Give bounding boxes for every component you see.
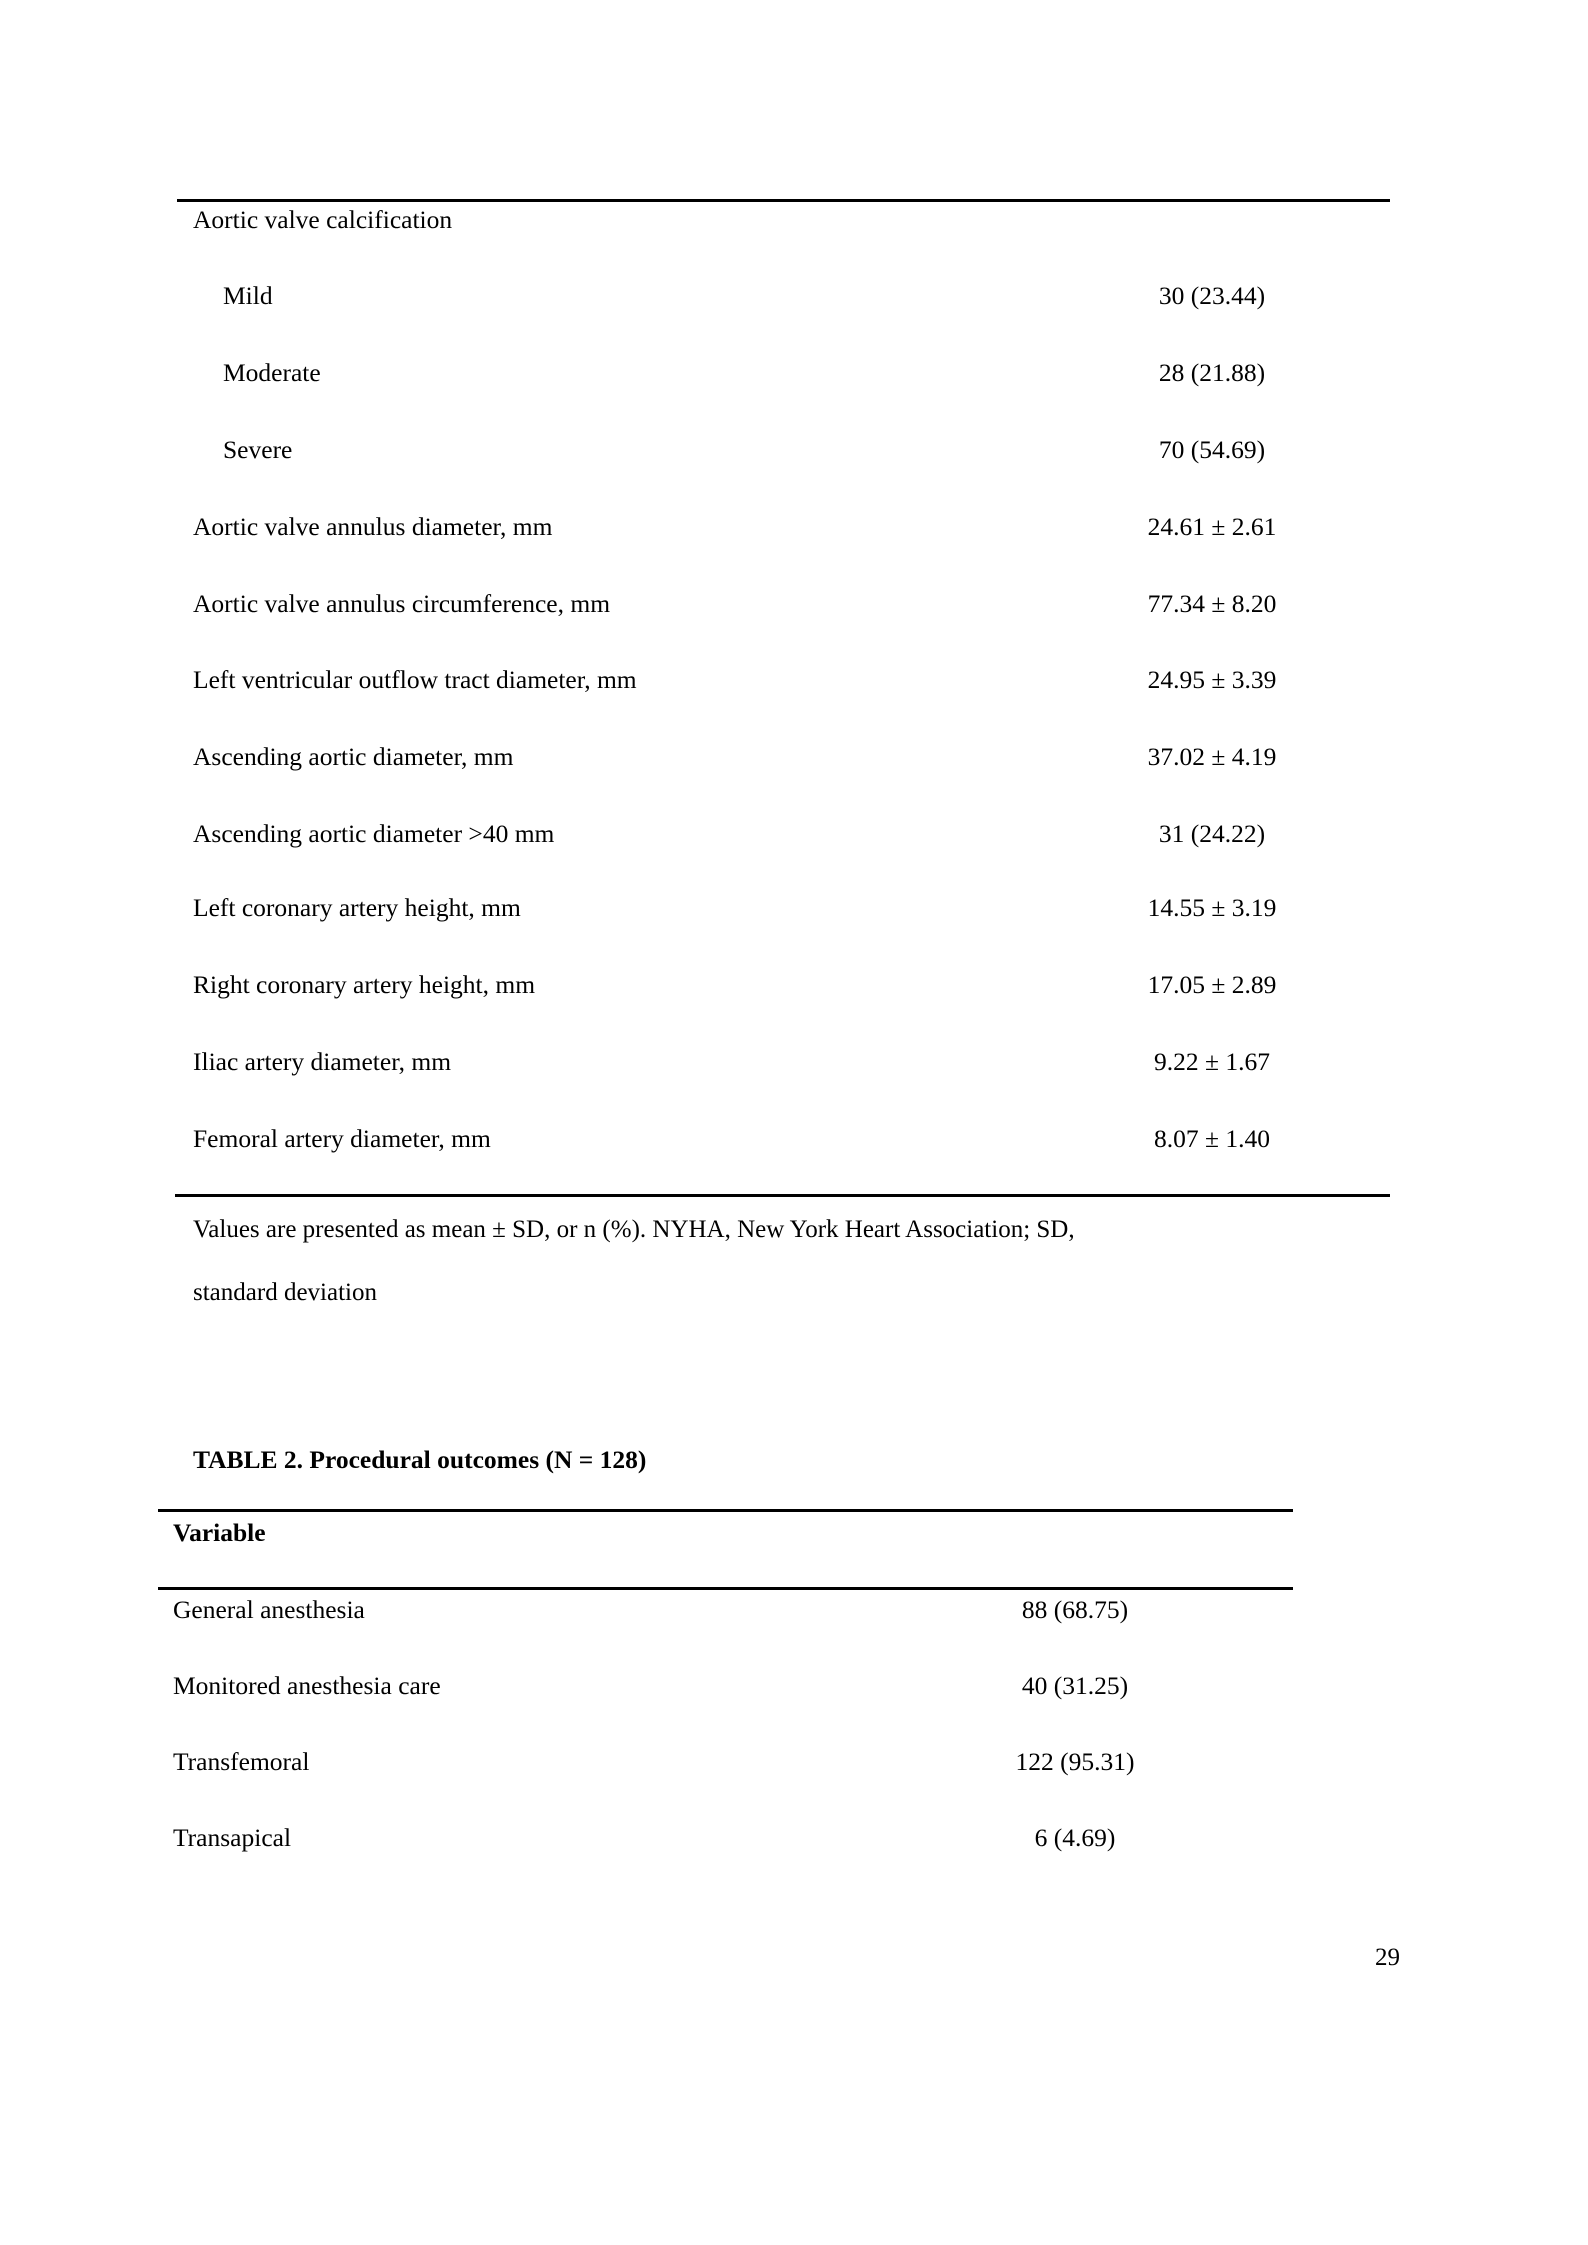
row-label: Ascending aortic diameter, mm [193, 742, 514, 771]
row-label: Iliac artery diameter, mm [193, 1047, 452, 1076]
row-value: 88 (68.75) [1021, 1595, 1129, 1624]
row-value: 30 (23.44) [1158, 281, 1266, 310]
row-value: 9.22 ± 1.67 [1154, 1047, 1270, 1076]
table2-header-variable: Variable [173, 1518, 266, 1547]
row-value: 28 (21.88) [1158, 358, 1266, 387]
row-label: General anesthesia [173, 1595, 365, 1624]
row-label: Aortic valve calcification [193, 205, 453, 234]
table2-top-rule [158, 1509, 1293, 1512]
table2-header-rule [158, 1587, 1293, 1590]
row-value: 40 (31.25) [1021, 1671, 1129, 1700]
table1-bottom-rule [175, 1194, 1390, 1197]
row-label: Mild [223, 281, 273, 310]
row-value: 8.07 ± 1.40 [1154, 1124, 1270, 1153]
row-label: Aortic valve annulus diameter, mm [193, 512, 553, 541]
row-value: 24.95 ± 3.39 [1147, 665, 1277, 694]
row-value: 122 (95.31) [1015, 1747, 1135, 1776]
row-label: Left coronary artery height, mm [193, 893, 521, 922]
row-label: Severe [223, 435, 293, 464]
row-value: 70 (54.69) [1158, 435, 1266, 464]
table1-top-rule [177, 199, 1390, 202]
footnote-line: standard deviation [193, 1279, 377, 1306]
row-label: Transfemoral [173, 1747, 310, 1776]
row-value: 24.61 ± 2.61 [1147, 512, 1277, 541]
row-value: 14.55 ± 3.19 [1147, 893, 1277, 922]
table2-title: TABLE 2. Procedural outcomes (N = 128) [193, 1445, 647, 1474]
row-label: Monitored anesthesia care [173, 1671, 441, 1700]
page-number: 29 [1375, 1944, 1400, 1971]
row-label: Transapical [173, 1823, 292, 1852]
row-label: Left ventricular outflow tract diameter, mm [193, 665, 637, 694]
row-value: 37.02 ± 4.19 [1147, 742, 1277, 771]
row-label: Right coronary artery height, mm [193, 970, 536, 999]
row-value: 77.34 ± 8.20 [1147, 589, 1277, 618]
row-label: Aortic valve annulus circumference, mm [193, 589, 611, 618]
row-label: Femoral artery diameter, mm [193, 1124, 491, 1153]
row-value: 6 (4.69) [1034, 1823, 1116, 1852]
row-value: 31 (24.22) [1158, 819, 1266, 848]
row-label: Moderate [223, 358, 321, 387]
row-label: Ascending aortic diameter >40 mm [193, 819, 555, 848]
footnote-line: Values are presented as mean ± SD, or n (%). NYHA, New York Heart Association; SD, [193, 1216, 1075, 1243]
row-value: 17.05 ± 2.89 [1147, 970, 1277, 999]
